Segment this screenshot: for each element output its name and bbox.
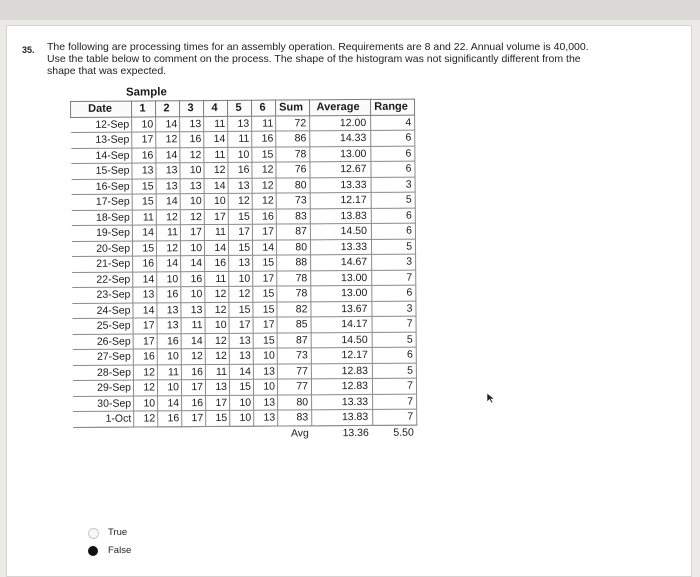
table-cell: 11 — [181, 318, 205, 334]
table-cell: 17 — [228, 224, 252, 240]
table-cell: 19-Sep — [71, 225, 132, 241]
table-cell: 13 — [156, 178, 180, 194]
table-cell: 12.17 — [311, 347, 372, 363]
option-false-label: False — [108, 545, 132, 556]
table-cell: 80 — [278, 394, 312, 410]
table-cell: 13 — [229, 333, 253, 349]
table-cell: 11 — [157, 364, 181, 380]
table-cell: 12 — [229, 286, 253, 302]
table-cell: 15 — [132, 178, 156, 194]
table-cell: 20-Sep — [71, 241, 132, 257]
table-cell: 12 — [252, 193, 276, 209]
table-cell: 12.00 — [310, 115, 371, 131]
table-cell: 7 — [373, 409, 417, 425]
table-cell: 13 — [228, 178, 252, 194]
table-cell: 10 — [253, 379, 277, 395]
table-cell: 13.83 — [310, 208, 371, 224]
column-header: 2 — [156, 101, 180, 117]
table-cell: 14 — [158, 395, 182, 411]
top-bar — [0, 0, 700, 20]
table-cell: 13.33 — [310, 239, 371, 255]
table-cell: 12-Sep — [71, 117, 132, 133]
table-cell: 14 — [133, 302, 157, 318]
table-cell: 14-Sep — [71, 148, 132, 164]
table-cell: 13 — [156, 163, 180, 179]
table-cell: 14 — [157, 256, 181, 272]
column-header: Average — [309, 99, 370, 115]
table-cell: 10 — [204, 193, 228, 209]
table-cell: 12 — [156, 132, 180, 148]
table-cell: 7 — [373, 394, 417, 410]
table-cell: 5 — [372, 332, 416, 348]
table-cell: 12 — [252, 178, 276, 194]
table-cell: 72 — [276, 115, 310, 131]
table-cell: 17 — [204, 209, 228, 225]
table-cell: 14 — [133, 271, 157, 287]
table-cell: 17 — [132, 132, 156, 148]
footer-range-value: 5.50 — [393, 426, 414, 439]
table-cell: 16 — [157, 333, 181, 349]
table-cell: 14 — [181, 333, 205, 349]
column-header: 1 — [132, 101, 156, 117]
table-cell: 10 — [230, 395, 254, 411]
option-true[interactable] — [88, 527, 188, 541]
table-cell: 17 — [253, 317, 277, 333]
radio-false[interactable] — [88, 546, 98, 556]
table-cell: 14 — [156, 147, 180, 163]
table-cell: 12 — [134, 411, 158, 427]
table-cell: 21-Sep — [72, 256, 133, 272]
table-cell: 13.00 — [311, 285, 372, 301]
table-cell: 14 — [252, 240, 276, 256]
table-cell: 10 — [205, 317, 229, 333]
table-cell: 13 — [180, 116, 204, 132]
table-cell: 28-Sep — [72, 365, 133, 381]
table-cell: 13.33 — [312, 394, 373, 410]
table-cell: 86 — [276, 131, 310, 147]
table-cell: 18-Sep — [71, 210, 132, 226]
table-cell: 11 — [252, 116, 276, 132]
table-cell: 16 — [252, 131, 276, 147]
table-cell: 14.67 — [311, 254, 372, 270]
table-cell: 27-Sep — [72, 349, 133, 365]
table-cell: 15 — [132, 194, 156, 210]
question-text: The following are processing times for an assembly operation. Requirements are 8 and 22. Annual volume is 40,000. Use the table below to comment on the process. The shape of the histogram was not significantly different from the shape that was expected. — [47, 41, 589, 77]
table-cell: 13 — [229, 348, 253, 364]
table-cell: 11 — [205, 364, 229, 380]
table-cell: 14 — [132, 225, 156, 241]
table-cell: 14.50 — [310, 223, 371, 239]
table-cell: 16 — [133, 349, 157, 365]
table-cell: 78 — [277, 270, 311, 286]
table-cell: 16 — [180, 132, 204, 148]
table-cell: 10 — [180, 240, 204, 256]
table-cell: 15 — [132, 240, 156, 256]
table-cell: 82 — [277, 301, 311, 317]
table-cell: 12.67 — [310, 161, 371, 177]
table-cell: 11 — [204, 224, 228, 240]
table-cell: 13.67 — [311, 301, 372, 317]
table-cell: 14 — [156, 194, 180, 210]
table-cell: 25-Sep — [72, 318, 133, 334]
table-cell: 14.33 — [310, 130, 371, 146]
table-cell: 16 — [182, 395, 206, 411]
table-cell: 15 — [229, 302, 253, 318]
table-cell: 10 — [180, 163, 204, 179]
table-cell: 12.17 — [310, 192, 371, 208]
table-cell: 17 — [182, 411, 206, 427]
table-cell: 16 — [181, 364, 205, 380]
table-cell: 17 — [181, 380, 205, 396]
table-cell: 14 — [204, 240, 228, 256]
table-cell: 14.50 — [311, 332, 372, 348]
radio-true[interactable] — [88, 528, 99, 539]
table-cell: 5 — [372, 363, 416, 379]
table-cell: 88 — [277, 255, 311, 271]
table-cell: 3 — [372, 301, 416, 317]
table-cell: 12 — [205, 302, 229, 318]
column-header: 5 — [227, 100, 251, 116]
table-cell: 12 — [133, 364, 157, 380]
table-cell: 5 — [371, 239, 415, 255]
table-cell: 16 — [133, 256, 157, 272]
table-cell: 13.00 — [310, 146, 371, 162]
table-cell: 87 — [277, 332, 311, 348]
table-cell: 13 — [157, 318, 181, 334]
table-cell: 6 — [371, 146, 415, 162]
table-cell: 15-Sep — [71, 163, 132, 179]
table-cell: 13 — [229, 255, 253, 271]
table-cell: 17 — [206, 395, 230, 411]
table-cell: 13 — [133, 287, 157, 303]
table-cell: 13-Sep — [71, 132, 132, 148]
column-header: Range — [370, 99, 414, 115]
table-cell: 26-Sep — [72, 334, 133, 350]
table-cell: 17 — [133, 333, 157, 349]
table-cell: 6 — [371, 223, 415, 239]
table-cell: 12 — [205, 286, 229, 302]
option-false[interactable] — [88, 545, 188, 559]
table-cell: 23-Sep — [72, 287, 133, 303]
table-cell: 12 — [133, 380, 157, 396]
column-header: 6 — [251, 100, 275, 116]
table-cell: 10 — [181, 287, 205, 303]
table-cell: 83 — [276, 208, 310, 224]
processing-times-table — [70, 99, 417, 442]
table-cell: 78 — [276, 146, 310, 162]
table-caption: Sample — [125, 86, 167, 99]
table-cell: 14 — [156, 116, 180, 132]
table-cell: 13 — [132, 163, 156, 179]
table-cell: 6 — [371, 161, 415, 177]
table-cell: 14 — [229, 364, 253, 380]
table-cell: 13 — [254, 410, 278, 426]
table-cell: 15 — [228, 209, 252, 225]
table-cell: 10 — [253, 348, 277, 364]
table-cell: 12 — [205, 333, 229, 349]
table-cell: 10 — [180, 194, 204, 210]
table-cell: 16 — [132, 147, 156, 163]
table-cell: 30-Sep — [73, 396, 134, 412]
table-cell: 13 — [228, 116, 252, 132]
table-cell: 12 — [180, 209, 204, 225]
table-cell: 73 — [276, 193, 310, 209]
table-cell: 14 — [204, 131, 228, 147]
mouse-cursor-icon — [486, 392, 498, 404]
table-cell: 17-Sep — [71, 194, 132, 210]
table-cell: 24-Sep — [72, 303, 133, 319]
table-cell: 15 — [253, 286, 277, 302]
table-cell: 11 — [156, 225, 180, 241]
table-cell: 10 — [229, 271, 253, 287]
table-cell: 13.00 — [311, 270, 372, 286]
table-cell: 6 — [372, 285, 416, 301]
table-cell: 11 — [205, 271, 229, 287]
table-cell: 10 — [134, 395, 158, 411]
table-cell: 16 — [252, 209, 276, 225]
table-cell: 15 — [228, 240, 252, 256]
table-cell: 15 — [206, 410, 230, 426]
table-cell: 15 — [252, 147, 276, 163]
footer-average-value: 13.36 — [342, 426, 369, 439]
table-cell: 7 — [372, 378, 416, 394]
table-cell: 12 — [156, 209, 180, 225]
table-cell: 1-Oct — [73, 411, 134, 427]
table-cell: 11 — [132, 209, 156, 225]
table-cell: 12 — [228, 193, 252, 209]
table-cell: 12.83 — [311, 378, 372, 394]
table-cell: 76 — [276, 162, 310, 178]
table-cell: 6 — [371, 130, 415, 146]
option-true-label: True — [108, 527, 128, 538]
table-cell: 15 — [229, 379, 253, 395]
table-cell: 15 — [253, 302, 277, 318]
table-cell: 11 — [204, 116, 228, 132]
table-cell: 11 — [204, 147, 228, 163]
table-cell: 11 — [228, 131, 252, 147]
table-cell: 17 — [229, 317, 253, 333]
table-cell: 80 — [276, 239, 310, 255]
table-cell: 3 — [371, 177, 415, 193]
table-cell: 87 — [276, 224, 310, 240]
table-cell: 10 — [228, 147, 252, 163]
table-cell: 12 — [181, 349, 205, 365]
column-header: 4 — [204, 100, 228, 116]
table-cell: 13 — [181, 302, 205, 318]
table-cell: 17 — [253, 271, 277, 287]
table-cell: 15 — [253, 333, 277, 349]
table-cell: 85 — [277, 317, 311, 333]
table-cell: 16 — [181, 271, 205, 287]
data-table-image — [70, 86, 417, 442]
table-cell: 17 — [180, 225, 204, 241]
table-cell: 13 — [180, 178, 204, 194]
table-cell: 77 — [277, 363, 311, 379]
table-cell: 83 — [278, 410, 312, 426]
table-cell: 6 — [372, 347, 416, 363]
table-cell: 12 — [180, 147, 204, 163]
table-cell: 10 — [157, 380, 181, 396]
question-number: 35. — [22, 45, 35, 55]
table-cell: 16 — [158, 411, 182, 427]
column-header: 3 — [180, 101, 204, 117]
footer-avg-label: Avg — [290, 427, 309, 440]
table-cell: 16 — [157, 287, 181, 303]
table-cell: 12 — [205, 348, 229, 364]
table-cell: 10 — [157, 271, 181, 287]
table-cell: 14 — [181, 256, 205, 272]
table-cell: 4 — [371, 115, 415, 131]
table-cell: 5 — [371, 192, 415, 208]
table-cell: 7 — [372, 316, 416, 332]
table-cell: 77 — [277, 379, 311, 395]
table-cell: 78 — [277, 286, 311, 302]
table-cell: 80 — [276, 177, 310, 193]
table-cell: 13 — [205, 379, 229, 395]
table-cell: 12 — [156, 240, 180, 256]
table-cell: 12 — [252, 162, 276, 178]
table-cell: 14 — [204, 178, 228, 194]
table-cell: 3 — [372, 254, 416, 270]
table-cell: 29-Sep — [72, 380, 133, 396]
table-cell: 13.33 — [310, 177, 371, 193]
table-cell: 14.17 — [311, 316, 372, 332]
table-cell: 73 — [277, 348, 311, 364]
table-cell: 13 — [157, 302, 181, 318]
table-cell: 16 — [205, 255, 229, 271]
table-cell: 10 — [230, 410, 254, 426]
table-cell: 12 — [204, 162, 228, 178]
table-cell: 17 — [133, 318, 157, 334]
table-cell: 13.83 — [312, 409, 373, 425]
table-cell: 10 — [132, 116, 156, 132]
table-cell: 10 — [157, 349, 181, 365]
table-cell: 12.83 — [311, 363, 372, 379]
table-cell: 6 — [371, 208, 415, 224]
column-header: Sum — [275, 100, 309, 116]
table-cell: 7 — [372, 270, 416, 286]
table-cell: 17 — [252, 224, 276, 240]
table-cell: 13 — [254, 395, 278, 411]
table-footer-row — [73, 425, 417, 442]
table-cell: 13 — [253, 364, 277, 380]
table-cell: 16 — [228, 162, 252, 178]
table-cell: 16-Sep — [71, 179, 132, 195]
table-cell: 15 — [253, 255, 277, 271]
table-cell: 22-Sep — [72, 272, 133, 288]
column-header: Date — [71, 101, 132, 117]
